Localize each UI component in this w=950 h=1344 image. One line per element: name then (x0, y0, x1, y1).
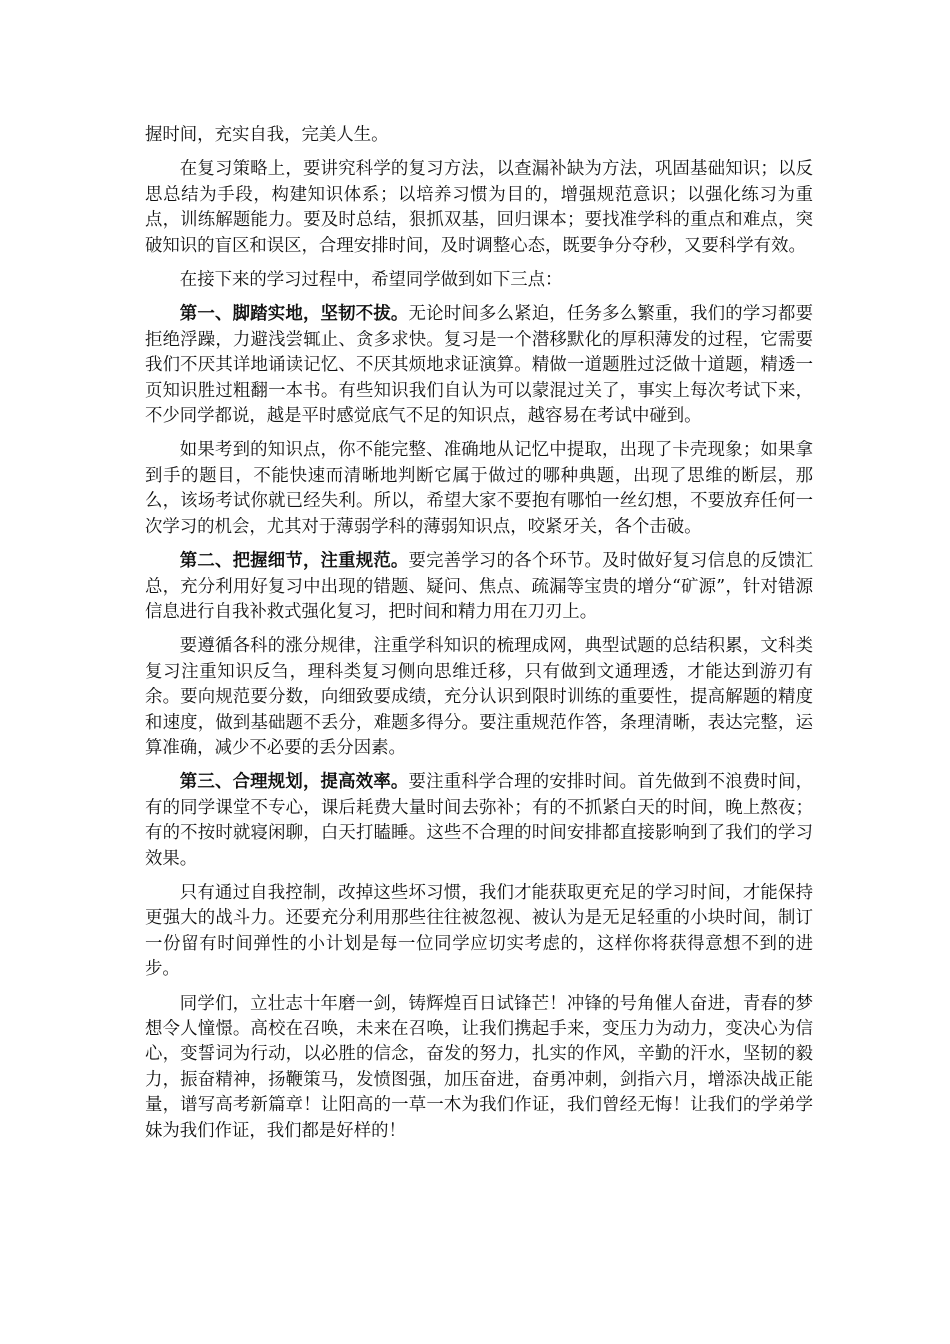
paragraph-text: 在复习策略上，要讲究科学的复习方法，以查漏补缺为方法，巩固基础知识；以反思总结为手段，构建知识体系；以培养习惯为目的，增强规范意识；以强化练习为重点，训练解题能力。要及时总结，狠抓双基，回归课本；要找准学科的重点和难点，突破知识的盲区和误区，合理安排时间，及时调整心态，既要争分夺秒，又要科学有效。 (145, 159, 813, 256)
paragraph-8 (145, 770, 813, 872)
paragraph-text: 要完善学习的各个环节。及时做好复习信息的反馈汇总，充分利用好复习中出现的错题、疑问、焦点、疏漏等宝贵的增分“矿源”，针对错源信息进行自我补救式强化复习，把时间和精力用在刀刃上。 (145, 551, 813, 622)
paragraph-text: 同学们，立壮志十年磨一剑，铸辉煌百日试锋芒！冲锋的号角催人奋进，青春的梦想令人憧憬。高校在召唤，未来在召唤，让我们携起手来，变压力为动力，变决心为信心，变誓词为行动，以必胜的信念，奋发的努力，扎实的作风，辛勤的汗水，坚韧的毅力，振奋精神，扬鞭策马，发愤图强，加压奋进，奋勇冲刺，剑指六月，增添决战正能量，谱写高考新篇章！让阳高的一草一木为我们作证，我们曾经无悔！让我们的学弟学妹为我们作证，我们都是好样的！ (145, 993, 813, 1141)
paragraph-7 (145, 634, 813, 761)
paragraph-3 (145, 268, 813, 293)
paragraph-4 (145, 302, 813, 429)
paragraph-9 (145, 881, 813, 983)
paragraph-text: 要遵循各科的涨分规律，注重学科知识的梳理成网，典型试题的总结积累，文科类复习注重知识反刍，理科类复习侧向思维迁移，只有做到文通理透，才能达到游刃有余。要向规范要分数，向细致要成绩，充分认识到限时训练的重要性，提高解题的精度和速度，做到基础题不丢分，难题多得分。要注重规范作答，条理清晰，表达完整，运算准确，减少不必要的丢分因素。 (145, 636, 813, 758)
section-heading: 第二、把握细节，注重规范。 (179, 551, 409, 572)
paragraph-text: 只有通过自我控制，改掉这些坏习惯，我们才能获取更充足的学习时间，才能保持更强大的战斗力。还要充分利用那些往往被忽视、被认为是无足轻重的小块时间，制订一份留有时间弹性的小计划是每一位同学应切实考虑的，这样你将获得意想不到的进步。 (145, 882, 813, 980)
paragraph-2 (145, 157, 813, 259)
section-heading: 第三、合理规划，提高效率。 (179, 772, 409, 793)
document-body (145, 123, 813, 1153)
paragraph-text: 要注重科学合理的安排时间。首先做到不浪费时间，有的同学课堂不专心，课后耗费大量时间去弥补；有的不抓紧白天的时间，晚上熬夜；有的不按时就寝闲聊，白天打瞌睡。这些不合理的时间安排都直接影响到了我们的学习效果。 (145, 772, 813, 869)
paragraph-6 (145, 549, 813, 625)
paragraph-text: 在接下来的学习过程中，希望同学做到如下三点： (179, 270, 563, 291)
paragraph-1 (145, 123, 813, 148)
section-heading: 第一、脚踏实地，坚韧不拔。 (179, 304, 409, 325)
paragraph-text: 无论时间多么紧迫，任务多么繁重，我们的学习都要拒绝浮躁，力避浅尝辄止、贪多求快。复习是一个潜移默化的厚积薄发的过程，它需要我们不厌其详地诵读记忆、不厌其烦地求证演算。精做一道题胜过泛做十道题，精透一页知识胜过粗翻一本书。有些知识我们自认为可以蒙混过关了，事实上每次考试下来，不少同学都说，越是平时感觉底气不足的知识点，越容易在考试中碰到。 (145, 304, 813, 427)
paragraph-10 (145, 992, 813, 1144)
paragraph-text: 握时间，充实自我，完美人生。 (145, 125, 389, 145)
paragraph-5 (145, 438, 813, 540)
paragraph-text: 如果考到的知识点，你不能完整、准确地从记忆中提取，出现了卡壳现象；如果拿到手的题目，不能快速而清晰地判断它属于做过的哪种典题，出现了思维的断层，那么，该场考试你就已经失利。所以，希望大家不要抱有哪怕一丝幻想，不要放弃任何一次学习的机会，尤其对于薄弱学科的薄弱知识点，咬紧牙关，各个击破。 (145, 440, 813, 537)
